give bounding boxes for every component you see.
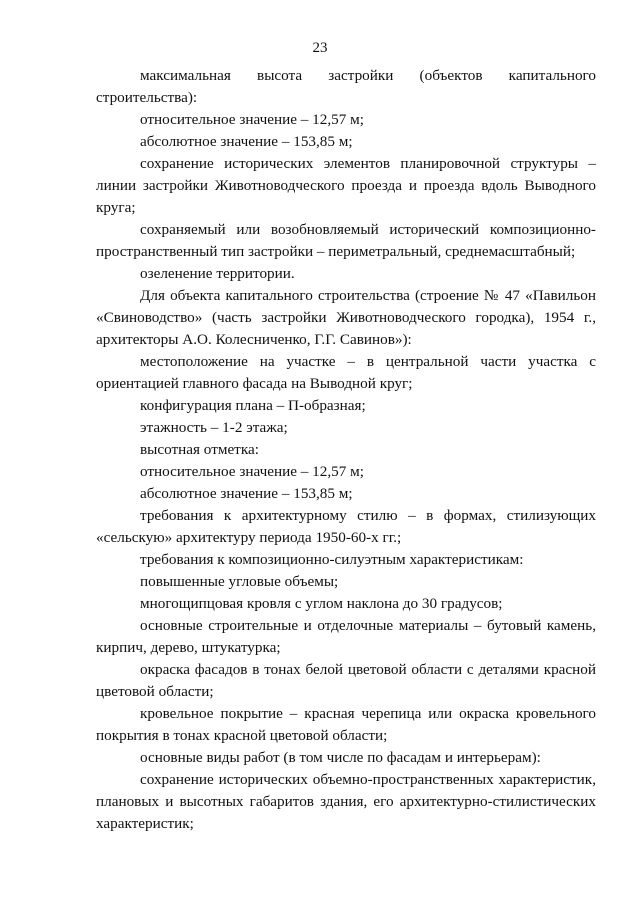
paragraph: окраска фасадов в тонах белой цветовой области с деталями красной цветовой области;: [96, 661, 596, 700]
paragraph: повышенные угловые объемы;: [140, 573, 339, 590]
paragraph: сохраняемый или возобновляемый исторический композиционно-пространственный тип застройки – периметральный, среднемасштабный;: [96, 221, 596, 260]
paragraph: абсолютное значение – 153,85 м;: [140, 133, 353, 150]
page-number: 23: [312, 40, 328, 56]
paragraph: сохранение исторических объемно-пространственных характеристик, плановых и высотных габаритов здания, его архитектурно-стилистических характеристик;: [96, 771, 596, 832]
paragraph: местоположение на участке – в центральной части участка с ориентацией главного фасада на Выводной круг;: [96, 353, 596, 392]
paragraph: озеленение территории.: [140, 265, 295, 282]
paragraph: относительное значение – 12,57 м;: [140, 111, 364, 128]
paragraph: относительное значение – 12,57 м;: [140, 463, 364, 480]
paragraph: высотная отметка:: [140, 441, 259, 458]
paragraph: требования к композиционно-силуэтным характеристикам:: [140, 551, 524, 568]
document-body: [96, 65, 596, 835]
paragraph: основные виды работ (в том числе по фасадам и интерьерам):: [140, 749, 541, 766]
paragraph: конфигурация плана – П-образная;: [140, 397, 366, 414]
paragraph: многощипцовая кровля с углом наклона до 30 градусов;: [140, 595, 503, 612]
paragraph: Для объекта капитального строительства (строение № 47 «Павильон «Свиноводство» (часть застройки Животноводческого городка), 1954 г., архитекторы А.О. Колесниченко, Г.Г. Савинов»):: [96, 287, 596, 348]
paragraph: сохранение исторических элементов планировочной структуры – линии застройки Животноводческого проезда и проезда вдоль Выводного круга;: [96, 155, 596, 216]
paragraph: кровельное покрытие – красная черепица или окраска кровельного покрытия в тонах красной цветовой области;: [96, 705, 596, 744]
paragraph: максимальная высота застройки (объектов капитального строительства):: [96, 67, 596, 106]
paragraph: этажность – 1-2 этажа;: [140, 419, 288, 436]
paragraph: абсолютное значение – 153,85 м;: [140, 485, 353, 502]
paragraph: требования к архитектурному стилю – в формах, стилизующих «сельскую» архитектуру периода 1950-60-х гг.;: [96, 507, 596, 546]
paragraph: основные строительные и отделочные материалы – бутовый камень, кирпич, дерево, штукатурка;: [96, 617, 596, 656]
